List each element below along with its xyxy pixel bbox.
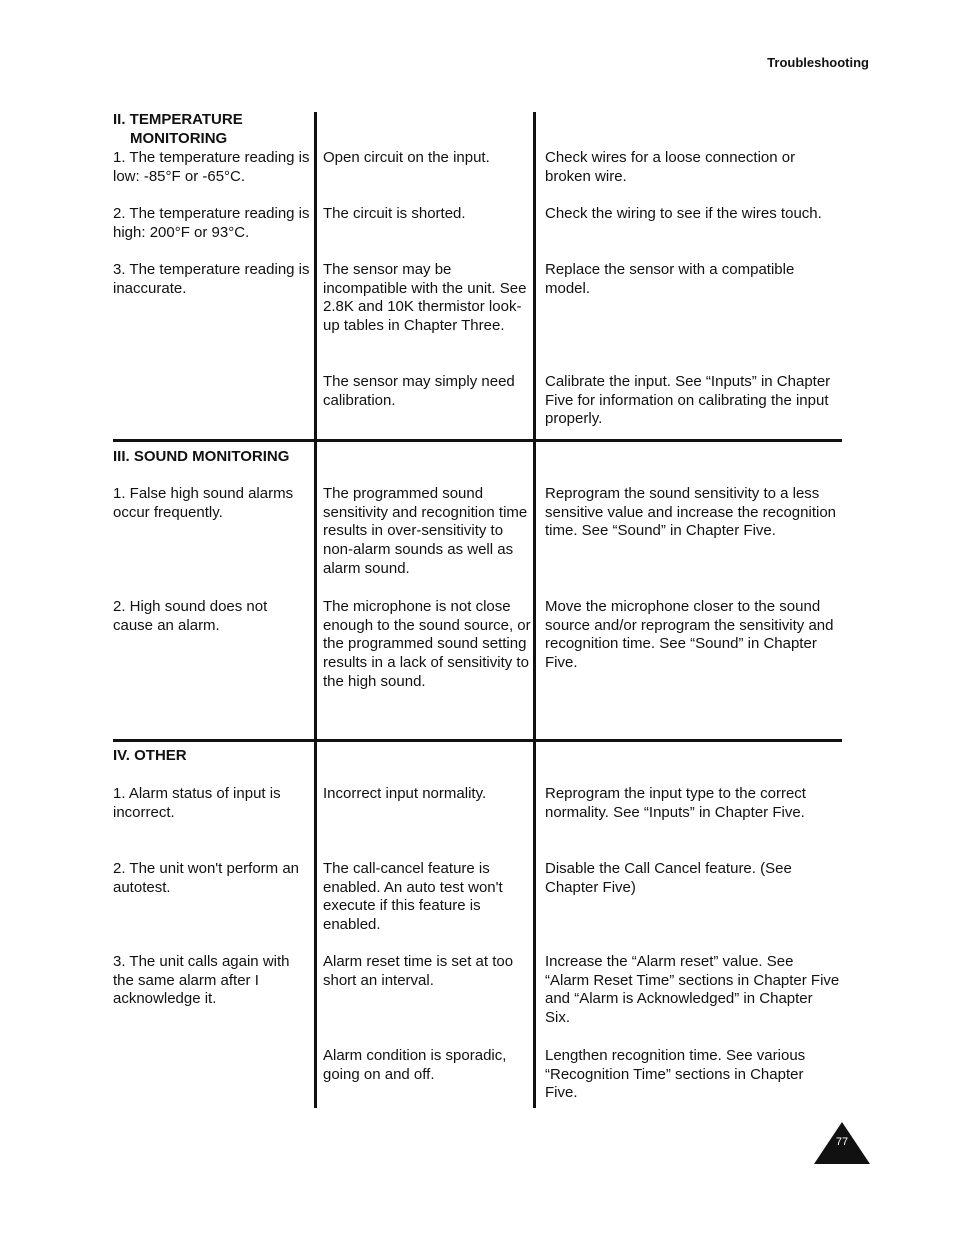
temp-problem-2: 2. The temperature reading is high: 200°F or 93°C.	[113, 205, 310, 241]
other-cause-1: Incorrect input normality.	[323, 785, 487, 802]
sound-solution-2: Move the microphone closer to the sound source and/or reprogram the sensitivity and recognition time. See “Sound” in Chapter Five.	[545, 598, 834, 672]
temp-solution-3: Replace the sensor with a compatible model.	[545, 261, 795, 297]
section-divider-sound	[113, 439, 842, 442]
other-solution-4: Lengthen recognition time. See various “Recognition Time” sections in Chapter Five.	[545, 1047, 806, 1102]
section-heading-sound: III. SOUND MONITORING	[113, 448, 290, 465]
heading-line-1: II. TEMPERATURE	[113, 111, 243, 128]
page-number: 77	[835, 1136, 849, 1148]
section-heading-other: IV. OTHER	[113, 747, 187, 764]
sound-solution-1: Reprogram the sound sensitivity to a less sensitive value and increase the recognition time. See “Sound” in Chapter Five.	[545, 485, 837, 540]
other-problem-2: 2. The unit won't perform an autotest.	[113, 860, 300, 896]
temp-cause-1: Open circuit on the input.	[323, 149, 490, 166]
sound-problem-2: 2. High sound does not cause an alarm.	[113, 598, 268, 634]
sound-problem-1: 1. False high sound alarms occur frequently.	[113, 485, 294, 521]
temp-solution-1: Check wires for a loose connection or broken wire.	[545, 149, 796, 185]
other-problem-3: 3. The unit calls again with the same alarm after I acknowledge it.	[113, 953, 290, 1008]
temp-solution-4: Calibrate the input. See “Inputs” in Chapter Five for information on calibrating the input properly.	[545, 373, 831, 428]
section-heading-temperature	[113, 111, 311, 148]
temp-solution-2: Check the wiring to see if the wires touch.	[545, 205, 822, 222]
temp-cause-4: The sensor may simply need calibration.	[323, 373, 515, 409]
temp-problem-3: 3. The temperature reading is inaccurate.	[113, 261, 310, 297]
other-solution-2: Disable the Call Cancel feature. (See Chapter Five)	[545, 860, 792, 896]
other-cause-3: Alarm reset time is set at too short an interval.	[323, 953, 514, 989]
other-problem-1: 1. Alarm status of input is incorrect.	[113, 785, 281, 821]
running-header: Troubleshooting	[767, 55, 869, 70]
column-divider-2	[533, 112, 536, 1108]
temp-cause-3: The sensor may be incompatible with the unit. See 2.8K and 10K thermistor look-up tables in Chapter Three.	[323, 261, 527, 335]
temp-cause-2: The circuit is shorted.	[323, 205, 466, 222]
temp-problem-1: 1. The temperature reading is low: -85°F or -65°C.	[113, 149, 310, 185]
heading-line-2: MONITORING	[130, 129, 228, 147]
other-cause-4: Alarm condition is sporadic, going on and off.	[323, 1047, 507, 1083]
other-solution-3: Increase the “Alarm reset” value. See “Alarm Reset Time” sections in Chapter Five and “Alarm is Acknowledged” in Chapter Six.	[545, 953, 840, 1027]
sound-cause-2: The microphone is not close enough to the sound source, or the programmed sound setting results in a lack of sensitivity to the high sound.	[323, 598, 531, 690]
column-divider-1	[314, 112, 317, 1108]
other-cause-2: The call-cancel feature is enabled. An auto test won't execute if this feature is enabled.	[323, 860, 503, 934]
other-solution-1: Reprogram the input type to the correct normality. See “Inputs” in Chapter Five.	[545, 785, 806, 821]
sound-cause-1: The programmed sound sensitivity and recognition time results in over-sensitivity to non-alarm sounds as well as alarm sound.	[323, 485, 528, 577]
section-divider-other	[113, 739, 842, 742]
